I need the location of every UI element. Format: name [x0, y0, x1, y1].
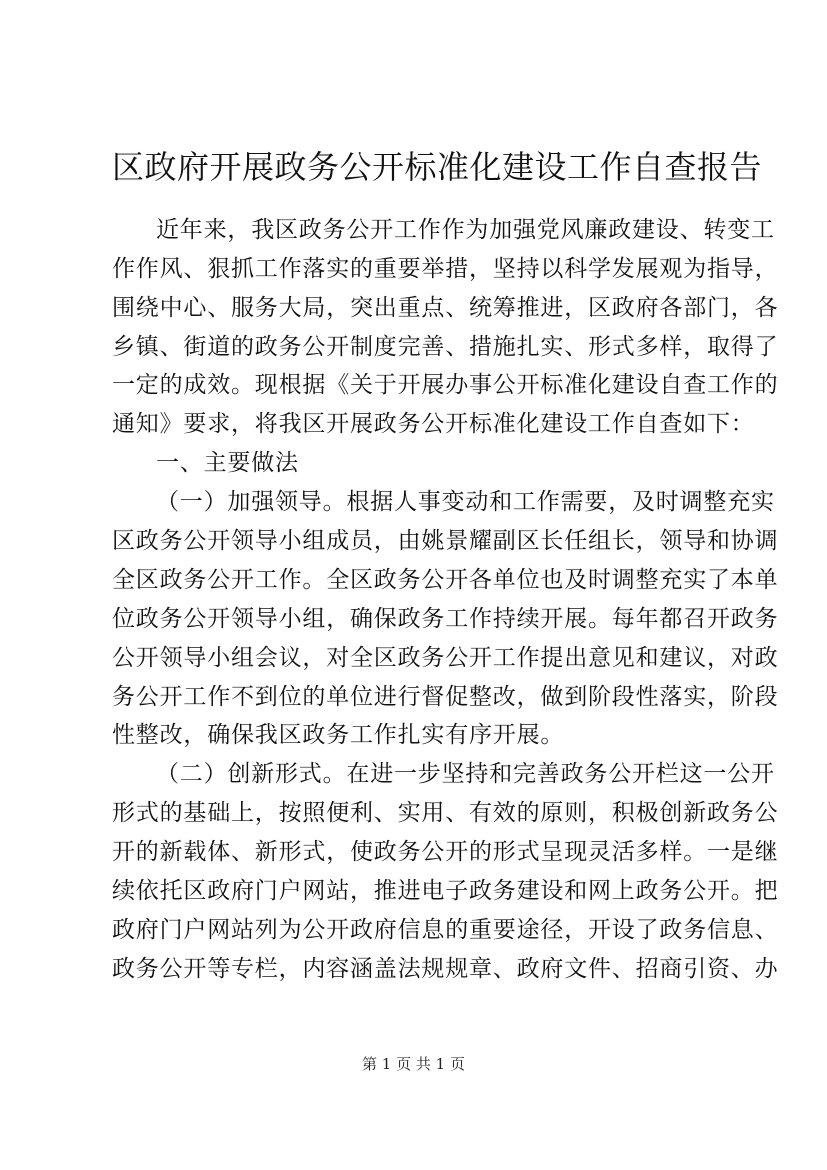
text-line: 近年来，我区政务公开工作作为加强党风廉政建设、转变工	[156, 216, 775, 243]
text-line: 性整改，确保我区政务工作扎实有序开展。	[112, 722, 565, 749]
text-line: 乡镇、街道的政务公开制度完善、措施扎实、形式多样，取得了	[112, 333, 779, 360]
text-line: （一）加强领导。根据人事变动和工作需要，及时调整充实	[156, 489, 775, 516]
page-footer: 第 1 页 共 1 页	[362, 1055, 465, 1073]
text-line: 形式的基础上，按照便利、实用、有效的原则，积极创新政务公	[112, 800, 779, 827]
text-line: 一定的成效。现根据《关于开展办事公开标准化建设自查工作的	[112, 372, 779, 399]
text-line: 政府门户网站列为公开政府信息的重要途径，开设了政务信息、	[112, 916, 779, 943]
document-title: 区政府开展政务公开标准化建设工作自查报告	[112, 148, 763, 186]
section-heading: 一、主要做法	[156, 450, 299, 477]
document-body	[112, 172, 779, 989]
text-line: 位政务公开领导小组，确保政务工作持续开展。每年都召开政务	[112, 605, 779, 632]
text-line: （二）创新形式。在进一步坚持和完善政务公开栏这一公开	[156, 761, 775, 788]
text-line: 区政务公开领导小组成员，由姚景耀副区长任组长，领导和协调	[112, 528, 779, 555]
text-line: 开的新载体、新形式，使政务公开的形式呈现灵活多样。一是继	[112, 839, 779, 866]
text-line: 续依托区政府门户网站，推进电子政务建设和网上政务公开。把	[112, 878, 779, 905]
text-line: 作作风、狠抓工作落实的重要举措，坚持以科学发展观为指导，	[112, 255, 779, 282]
text-line: 政务公开等专栏，内容涵盖法规规章、政府文件、招商引资、办	[112, 955, 779, 982]
text-line: 全区政务公开工作。全区政务公开各单位也及时调整充实了本单	[112, 566, 779, 593]
text-line: 通知》要求，将我区开展政务公开标准化建设工作自查如下：	[112, 411, 755, 438]
text-line: 务公开工作不到位的单位进行督促整改，做到阶段性落实，阶段	[112, 683, 779, 710]
text-line: 公开领导小组会议，对全区政务公开工作提出意见和建议，对政	[112, 644, 779, 671]
spacer-line	[112, 172, 752, 211]
text-line: 围绕中心、服务大局，突出重点、统筹推进，区政府各部门，各	[112, 294, 779, 321]
